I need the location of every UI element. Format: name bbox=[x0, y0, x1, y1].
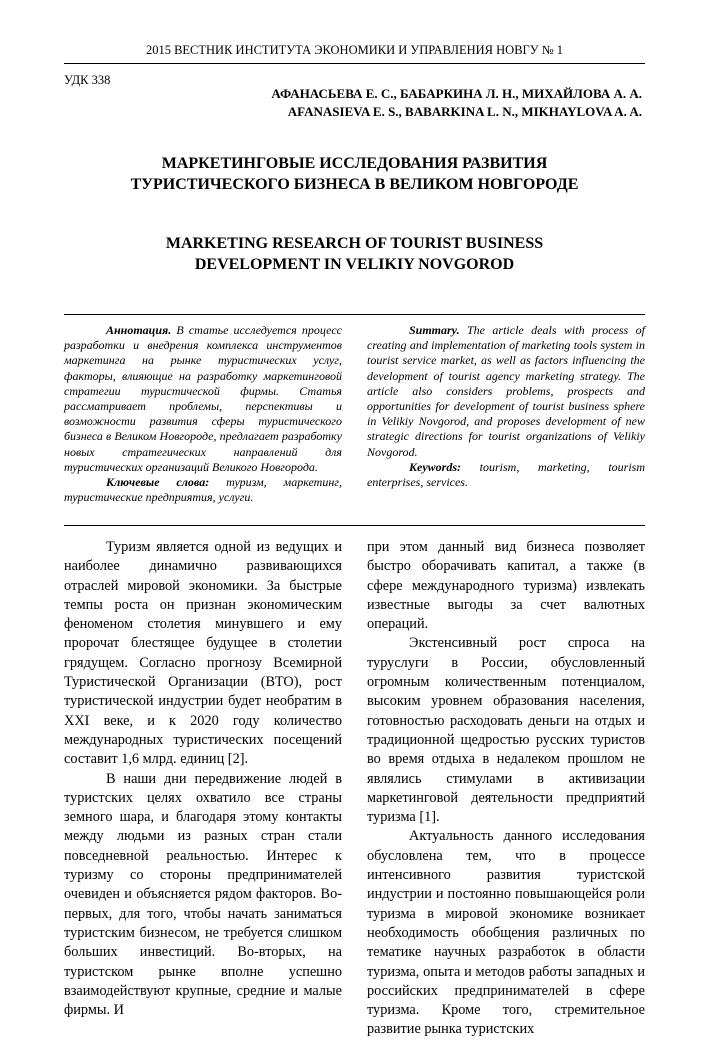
abstract-ru-label: Аннотация. bbox=[106, 323, 172, 337]
title-ru bbox=[64, 153, 645, 195]
keywords-ru-text: туризм, маркетинг, туристические предприятия, услуги. bbox=[64, 475, 342, 505]
header-rule bbox=[64, 63, 645, 64]
udk-code: УДК 338 bbox=[64, 73, 111, 87]
abstract-ru bbox=[64, 323, 342, 505]
keywords-en-text: tourism, marketing, tourism enterprises, services. bbox=[367, 459, 645, 490]
keywords-ru-label: Ключевые слова: bbox=[106, 475, 210, 490]
abstract-ru-paragraph bbox=[64, 323, 342, 475]
abstract-en-text: The article deals with process of creating and implementation of marketing tools system in tourist service market, as well as factors influencing the development of tourist agency marketing strategy. The article also considers problems, prospects and opportunities for development of tourist business sphere in Velikiy Novgorod, and proposes development of new strategic directions for tourist organizations of Velikiy Novgorod. bbox=[367, 323, 645, 459]
authors-en: AFANASIEVA E. S., BABARKINA L. N., MIKHAYLOVA A. A. bbox=[287, 104, 642, 119]
title-en bbox=[64, 233, 645, 275]
body-paragraph: при этом данный вид бизнеса позволяет быстро оборачивать капитал, а также (в сфере международного туризма) извлекать известные выгоды за счет валютных операций. bbox=[367, 539, 645, 633]
body-column-left bbox=[64, 538, 342, 1020]
body-paragraph: В наши дни передвижение людей в туристских целях охватило все страны земного шара, и благодаря этому контакты между людьми из разных стран стали повседневной реальностью. Интерес к туризму со стороны предпринимателей очевиден и объясняется рядом факторов. Во-первых, для того, чтобы начать заниматься туристским бизнесом, не требуется слишком больших инвестиций. Во-вторых, на туристском рынке вполне успешно взаимодействуют крупные, средние и малые фирмы. И bbox=[64, 770, 342, 1019]
body-column-right bbox=[367, 538, 645, 1040]
body-paragraph: Актуальность данного исследования обусловлена тем, что в процессе интенсивного развития туристской индустрии и постоянно повышающейся роли туризма в мировой экономике возникает необходимость обобщения различных по тематике научных разработок в области туризма, опыта и методов работы западных и российских предпринимателей в сфере туризма. Кроме того, стремительное развитие рынка туристских bbox=[367, 828, 645, 1038]
abstract-top-rule bbox=[64, 314, 645, 315]
abstract-en bbox=[367, 323, 645, 490]
abstract-en-paragraph bbox=[367, 323, 645, 460]
title-ru-line-2: ТУРИСТИЧЕСКОГО БИЗНЕСА В ВЕЛИКОМ НОВГОРОДЕ bbox=[130, 176, 579, 193]
abstract-bottom-rule bbox=[64, 525, 645, 526]
abstract-ru-text: В статье исследуется процесс разработки и внедрения комплекса инструментов маркетинга на рынке туристических услуг, факторы, влияющие на разработку маркетинговой стратегии туристической фирмы. Статья рассматривает проблемы, перспективы и возможности развития сферы туристического бизнеса в Великом Новгороде, предлагает разработку новых стратегических направлений для туристических организаций Великого Новгорода. bbox=[64, 323, 342, 474]
title-en-line-1: MARKETING RESEARCH OF TOURIST BUSINESS bbox=[165, 235, 544, 252]
keywords-en-label: Keywords: bbox=[409, 459, 461, 474]
journal-header: 2015 ВЕСТНИК ИНСТИТУТА ЭКОНОМИКИ И УПРАВЛЕНИЯ НОВГУ № 1 bbox=[145, 43, 564, 57]
keywords-ru-paragraph bbox=[64, 475, 342, 505]
authors-ru: АФАНАСЬЕВА Е. С., БАБАРКИНА Л. Н., МИХАЙЛОВА А. А. bbox=[271, 86, 642, 101]
keywords-en-paragraph bbox=[367, 460, 645, 490]
abstract-en-label: Summary. bbox=[409, 323, 460, 337]
body-paragraph: Туризм является одной из ведущих и наиболее динамично развивающихся отраслей мировой экономики. За быстрые темпы роста он признан экономическим феноменом столетия минувшего и ему пророчат блестящее будущее в столетии грядущем. Согласно прогнозу Всемирной Туристической Организации (ВТО), рост туристической индустрии будет необратим в XXI веке, и к 2020 году количество международных туристических посещений составит 1,6 млрд. единиц [2]. bbox=[64, 539, 342, 768]
body-paragraph: Экстенсивный рост спроса на туруслуги в России, обусловленный огромным количественным потенциалом, высоким уровнем образования населения, готовностью расходовать деньги на отдых и традиционной щедростью русских туристов во время отдыха в недалеком прошлом не являлись стимулами в активизации маркетинговой деятельности предприятий туризма [1]. bbox=[367, 635, 645, 826]
authors-block bbox=[271, 85, 642, 121]
title-ru-line-1: МАРКЕТИНГОВЫЕ ИССЛЕДОВАНИЯ РАЗВИТИЯ bbox=[161, 155, 548, 172]
title-en-line-2: DEVELOPMENT IN VELIKIY NOVGOROD bbox=[194, 256, 515, 273]
